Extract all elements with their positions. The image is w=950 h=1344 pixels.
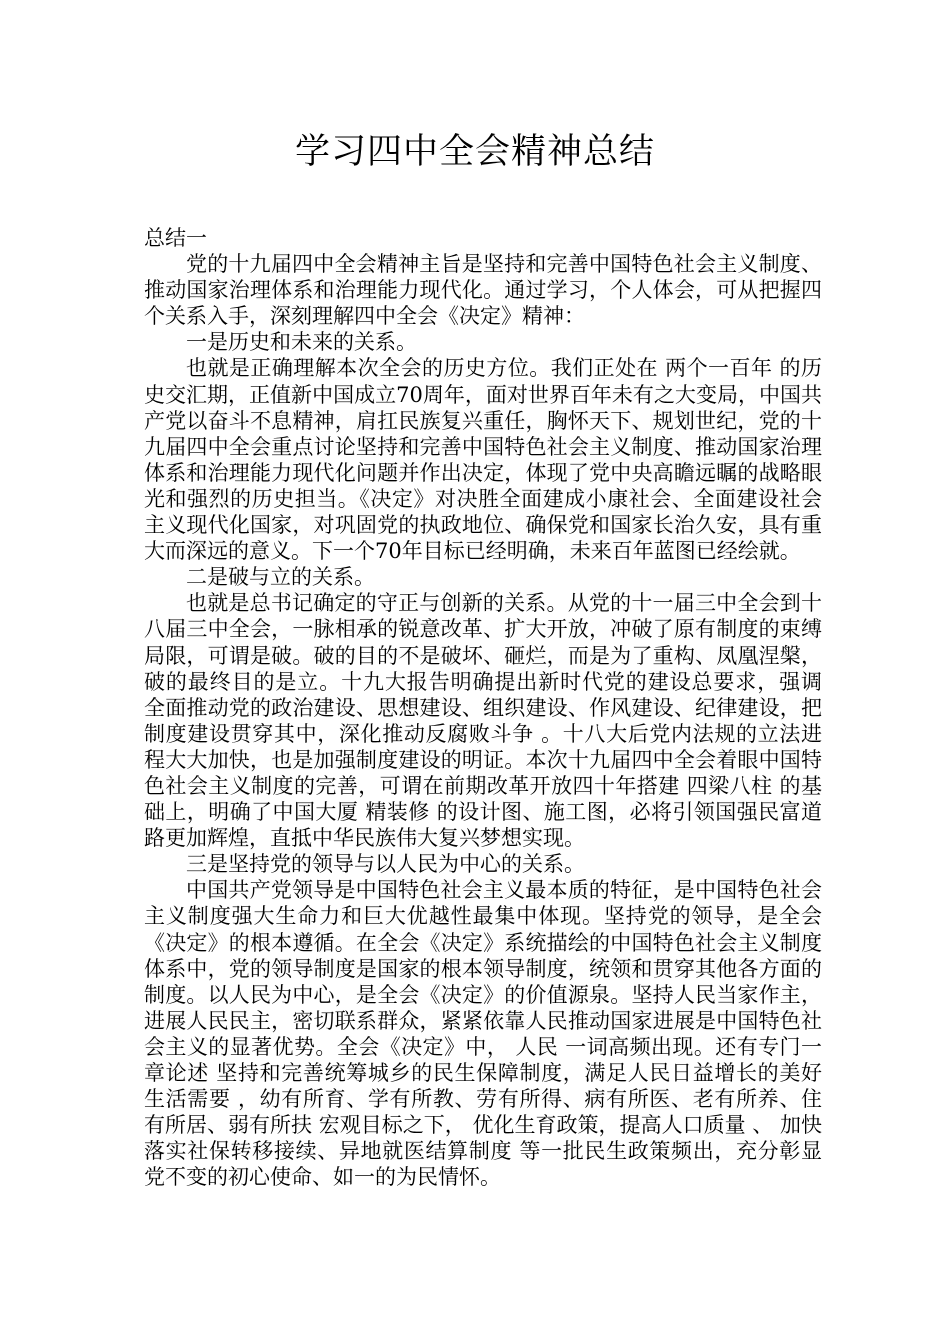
point-two-heading: 二是破与立的关系。 [186,565,375,590]
point-one-paragraph: 也就是正确理解本次全会的历史方位。我们正处在 两个一百年 的历史交汇期，正值新中国成立70周年，面对世界百年未有之大变局，中国共产党以奋斗不息精神，肩扛民族复兴重任，胸怀天下、规划世纪，党的十九届四中全会重点讨论坚持和完善中国特色社会主义制度、推动国家治理体系和治理能力现代化问题并作出决定，体现了党中央高瞻远瞩的战略眼光和强烈的历史担当。《决定》对决胜全面建成小康社会、全面建设社会主义现代化国家，对巩固党的执政地位、确保党和国家长治久安，具有重大而深远的意义。下一个70年目标已经明确，未来百年蓝图已经绘就。 [144,356,822,564]
point-one-heading: 一是历史和未来的关系。 [186,330,417,355]
document-body [144,225,822,1190]
document-title: 学习四中全会精神总结 [294,132,655,172]
point-three-paragraph: 中国共产党领导是中国特色社会主义最本质的特征，是中国特色社会主义制度强大生命力和巨大优越性最集中体现。坚持党的领导，是全会《决定》的根本遵循。在全会《决定》系统描绘的中国特色社会主义制度体系中，党的领导制度是国家的根本领导制度，统领和贯穿其他各方面的制度。以人民为中心，是全会《决定》的价值源泉。坚持人民当家作主，进展人民民主，密切联系群众，紧紧依靠人民推动国家进展是中国特色社会主义的显著优势。全会《决定》中， 人民 一词高频出现。还有专门一章论述 坚持和完善统筹城乡的民生保障制度，满足人民日益增长的美好生活需要 ，幼有所育、学有所教、劳有所得、病有所医、老有所养、住有所居、弱有所扶 宏观目标之下， 优化生育政策，提高人口质量 、 加快落实社保转移接续、异地就医结算制度 等一批民生政策频出，充分彰显党不变的初心使命、如一的为民情怀。 [144,878,822,1190]
section-heading: 总结一 [144,226,207,250]
point-two-paragraph: 也就是总书记确定的守正与创新的关系。从党的十一届三中全会到十八届三中全会，一脉相承的锐意改革、扩大开放，冲破了原有制度的束缚局限，可谓是破。破的目的不是破坏、砸烂，而是为了重构、凤凰涅槃，破的最终目的是立。十九大报告明确提出新时代党的建设总要求，强调 全面推动党的政治建设、思想建设、组织建设、作风建设、纪律建设，把制度建设贯穿其中，深化推动反腐败斗争 。十八大后党内法规的立法进程大大加快，也是加强制度建设的明证。本次十九届四中全会着眼中国特色社会主义制度的完善，可谓在前期改革开放四十年搭建 四梁八柱 的基础上，明确了中国大厦 精装修 的设计图、施工图，必将引领国强民富道路更加辉煌，直抵中华民族伟大复兴梦想实现。 [144,591,822,851]
point-three-heading: 三是坚持党的领导与以人民为中心的关系。 [186,852,585,877]
intro-paragraph: 党的十九届四中全会精神主旨是坚持和完善中国特色社会主义制度、推动国家治理体系和治理能力现代化。通过学习，个人体会，可从把握四个关系入手，深刻理解四中全会《决定》精神： [144,252,822,329]
